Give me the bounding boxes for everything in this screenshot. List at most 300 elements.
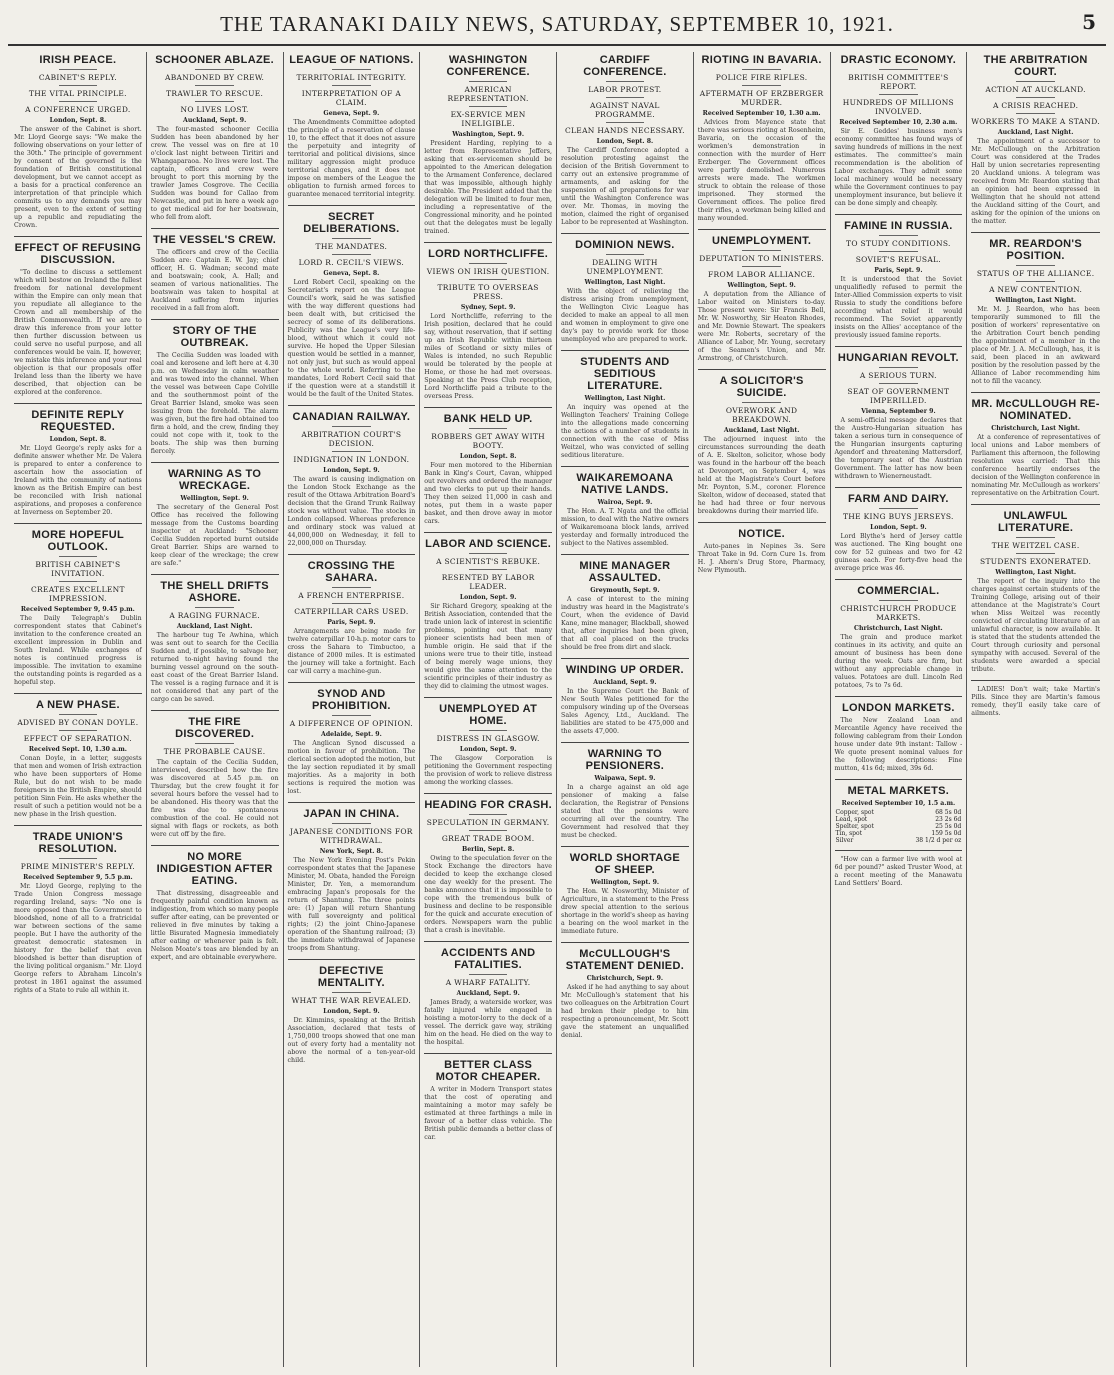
article-headline: RIOTING IN BAVARIA. <box>701 54 822 66</box>
article-divider <box>14 825 142 826</box>
article-divider <box>561 554 689 555</box>
article-dateline: Wellington, Last Night. <box>995 297 1076 304</box>
subhead-rule <box>469 974 507 975</box>
subhead-rule <box>879 235 917 236</box>
article-body: Dr. Kimmins, speaking at the British Association, declared that tests of 1,750,000 troops showed that one man out of every forty had a mentality not above the normal of a ten-year-old child. <box>287 1017 416 1064</box>
subhead-rule <box>332 587 370 588</box>
article-dateline: Auckland, Sept. 9. <box>183 117 247 124</box>
article-dateline: London, Sept. 8. <box>49 117 107 124</box>
article-body: The Anglican Synod discussed a motion in favour of prohibition. The clerical section adopted the motion, but the lay section repudiated it by small majorities. As a majority in both sections is required the motion was lost. <box>287 740 416 795</box>
subhead-rule <box>195 69 233 70</box>
article-dateline: Geneva, Sept. 8. <box>323 270 380 277</box>
article-headline: MR. REARDON'S POSITION. <box>989 238 1082 262</box>
article-headline: BANK HELD UP. <box>443 413 533 425</box>
article-divider <box>424 242 552 243</box>
subhead-rule <box>332 85 370 86</box>
subhead-rule <box>469 263 507 264</box>
article <box>835 54 963 208</box>
article-divider <box>151 845 279 846</box>
article-dateline: Received September 10, 1.30 a.m. <box>702 110 821 117</box>
article-body: "To decline to discuss a settlement which will bestow on Ireland the fullest freedom for national development within the Empire can only mean that you repudiate all allegiance to the Crown and all membership of the British Commonwealth. If we are to draw this inference from your letter then further discussion between us could serve no useful purpose, and all conferences would be vain. If, however, we mistake this inference and your real objection is that our proposals offer Ireland less than the liberty we have described, that objection can be explored at the conference. <box>14 269 142 396</box>
article-subheading: GREAT TRADE BOOM. <box>441 834 535 843</box>
article-divider <box>151 228 279 229</box>
article-dateline: Wairoa, Sept. 9. <box>597 499 653 506</box>
article-subheading: POLICE FIRE RIFLES. <box>715 73 808 82</box>
article <box>14 825 142 995</box>
article-subheading: A SCIENTIST'S REBUKE. <box>436 557 541 566</box>
article-subheading: CATERPILLAR CARS USED. <box>294 607 409 616</box>
article-body: A writer in Modern Transport states that the cost of operating and maintaining a motor may safely be estimated at three farthings a mile in favour of a better class vehicle. The British public demands a better class of car. <box>424 1086 552 1141</box>
article <box>288 54 416 199</box>
subhead-rule <box>332 715 370 716</box>
article-subheading: WHAT THE WAR REVEALED. <box>291 996 412 1005</box>
article <box>561 466 689 548</box>
table-row <box>835 830 963 837</box>
article-headline: SECRET DELIBERATIONS. <box>303 211 400 235</box>
article-headline: CANADIAN RAILWAY. <box>292 411 411 423</box>
column-3 <box>284 52 421 1367</box>
article-subheading: AMERICAN REPRESENTATION. <box>447 85 529 103</box>
article <box>561 846 689 936</box>
article-headline: SYNOD AND PROHIBITION. <box>311 688 391 712</box>
article-divider <box>971 680 1100 681</box>
article <box>14 523 142 687</box>
article <box>288 405 416 548</box>
article-subheading: WORKERS TO MAKE A STAND. <box>971 117 1100 126</box>
article-divider <box>561 350 689 351</box>
article-headline: NOTICE. <box>738 528 785 540</box>
article <box>561 942 689 1040</box>
article <box>151 462 279 568</box>
article-divider <box>424 697 552 698</box>
article-body: An inquiry was opened at the Wellington Teachers' Training College into the allegations made concerning the actions of a number of students in connection with the case of Miss Weitzel, who was convicted of selling seditious literature. <box>561 404 689 459</box>
article <box>151 319 279 456</box>
article-body: Asked if he had anything to say about Mr. McCullough's statement that his two colleagues on the Arbitration Court had broken their pledge to him respecting a pronouncement, Mr. Scott gave the statement an unqualified denial. <box>561 984 689 1039</box>
article-headline: WARNING TO PENSIONERS. <box>585 748 665 772</box>
article-divider <box>288 205 416 206</box>
newspaper-title: THE TARANAKI DAILY NEWS, SATURDAY, SEPTEMBER 10, 1921. <box>220 12 894 36</box>
article-subheading: INDIGNATION IN LONDON. <box>293 455 410 464</box>
article-divider <box>698 369 826 370</box>
article-subheading: THE MANDATES. <box>315 242 388 251</box>
metal-name: Lead, spot <box>835 816 868 823</box>
article-divider <box>971 504 1100 505</box>
article-headline: THE VESSEL'S CREW. <box>153 234 277 246</box>
article-headline: STUDENTS AND SEDITIOUS LITERATURE. <box>580 356 670 392</box>
article-body: LADIES! Don't wait; take Martin's Pills. Since they are Martin's famous remedy, they'll easily take care of ailments. <box>971 686 1100 717</box>
article-dateline: Wellington, Sept. 9. <box>180 495 249 502</box>
article-divider <box>288 554 416 555</box>
article-dateline: London, Sept. 9. <box>459 746 517 753</box>
column-5 <box>557 52 694 1367</box>
article <box>835 779 963 844</box>
article <box>561 554 689 652</box>
subhead-rule <box>879 383 917 384</box>
article-subheading: TRIBUTE TO OVERSEAS PRESS. <box>437 283 539 301</box>
article-divider <box>288 405 416 406</box>
article-divider <box>151 574 279 575</box>
subhead-rule <box>195 607 233 608</box>
article <box>971 392 1100 498</box>
article <box>14 693 142 819</box>
columns-container <box>10 52 1104 1367</box>
article-divider <box>971 232 1100 233</box>
article-headline: WARNING AS TO WRECKAGE. <box>168 468 262 492</box>
article-dateline: Auckland, Last Night. <box>176 623 253 630</box>
article-subheading: CLEAN HANDS NECESSARY. <box>564 126 685 135</box>
metal-price: 159 5s 0d <box>931 830 962 837</box>
article-body: The Cecilia Sudden was loaded with coal and kerosene and left here at 4.30 p.m. on Wednesday in calm weather and was towed into the channel. When the vessel was between Cape Colville and the southernmost point of the Great Barrier Island, smoke was seen issuing from the forehold. The alarm was given, but the fire had obtained too firm a hold, and the crew, finding they could not cope with it, took to the boats. The ship was then burning fiercely. <box>150 352 279 455</box>
article-dateline: London, Sept. 8. <box>459 453 517 460</box>
article-body: "How can a farmer live with wool at 6d per pound?" asked Truster Wood, at a recent meeting of the Manawatu Land Settlers' Board. <box>834 856 963 887</box>
article-divider <box>424 941 552 942</box>
subhead-rule <box>332 992 370 993</box>
article <box>424 697 552 787</box>
article-subheading: SPECULATION IN GERMANY. <box>426 818 550 827</box>
article-headline: UNEMPLOYMENT. <box>712 235 812 247</box>
subhead-rule <box>469 814 507 815</box>
article-headline: WASHINGTON CONFERENCE. <box>446 54 530 78</box>
subhead-rule <box>879 600 917 601</box>
article-subheading: SOVIET'S REFUSAL. <box>855 255 941 264</box>
article-dateline: London, Sept. 9. <box>323 467 380 474</box>
subhead-rule <box>1016 553 1055 554</box>
metal-name: Silver <box>835 837 854 844</box>
column-8 <box>967 52 1104 1367</box>
subhead-rule <box>332 238 370 239</box>
article-divider <box>561 846 689 847</box>
article <box>288 682 416 796</box>
subhead-rule <box>332 603 370 604</box>
article-body: The Hon. W. Nosworthy, Minister of Agriculture, in a statement to the Press drew special attention to the serious shortage in the world's sheep as having a bearing on the wool market in the immediate future. <box>561 888 689 935</box>
article-dateline: Wellington, Last Night. <box>584 279 666 286</box>
article <box>424 941 552 1047</box>
article <box>288 802 416 953</box>
article <box>151 54 279 222</box>
article <box>698 54 826 223</box>
article-dateline: Berlin, Sept. 8. <box>461 846 515 853</box>
article-divider <box>288 802 416 803</box>
subhead-rule <box>742 69 780 70</box>
article-divider <box>561 742 689 743</box>
article-dateline: Sydney, Sept. 9. <box>460 304 516 311</box>
article-divider <box>835 696 963 697</box>
article <box>561 658 689 736</box>
article-headline: MORE HOPEFUL OUTLOOK. <box>31 529 124 553</box>
article-divider <box>288 959 416 960</box>
article-dateline: Auckland, Last Night. <box>723 427 800 434</box>
article-divider <box>424 407 552 408</box>
article-subheading: AFTERMATH OF ERZBERGER MURDER. <box>699 89 824 107</box>
article <box>424 793 552 935</box>
article-body: Lord Blythe's herd of Jersey cattle was auctioned. The King bought one cow for 52 guineas and two for 42 guineas each. For forty-five head the average price was 46. <box>834 533 963 572</box>
column-7 <box>831 52 968 1367</box>
article <box>151 228 279 313</box>
article-divider <box>151 319 279 320</box>
article-body: The harbour tug Te Awhina, which was sent out to search for the Cecilia Sudden and, if possible, to salvage her, returned to-night having found the burning vessel aground on the south-east coast of the Great Barrier Island. The vessel is a raging furnace and it is not considered that any part of the cargo can be saved. <box>150 632 279 703</box>
article <box>424 1053 552 1142</box>
article-subheading: A RAGING FURNACE. <box>169 611 260 620</box>
article-headline: FARM AND DAIRY. <box>847 493 949 505</box>
article-divider <box>14 523 142 524</box>
article-subheading: VIEWS ON IRISH QUESTION. <box>426 267 550 276</box>
article-subheading: EX-SERVICE MEN INELIGIBLE. <box>450 110 526 128</box>
article-headline: UNLAWFUL LITERATURE. <box>998 510 1074 534</box>
article-headline: CROSSING THE SAHARA. <box>307 560 396 584</box>
article-divider <box>561 466 689 467</box>
article-dateline: London, Sept. 9. <box>870 524 927 531</box>
article-divider <box>698 522 826 523</box>
article-subheading: LABOR PROTEST. <box>588 85 662 94</box>
article-headline: HUNGARIAN REVOLT. <box>837 352 959 364</box>
article-subheading: PRIME MINISTER'S REPLY. <box>20 862 135 871</box>
article-subheading: A CRISIS REACHED. <box>992 101 1079 110</box>
article-headline: THE ARBITRATION COURT. <box>983 54 1088 78</box>
article <box>698 522 826 575</box>
article-subheading: A FRENCH ENTERPRISE. <box>298 591 405 600</box>
article-headline: A NEW PHASE. <box>35 699 120 711</box>
article-body: At a conference of representatives of local unions and Labor members of Parliament this afternoon, the following resolution was carried: That this conference heartily endorses the decision of the Wellington conference in nominating Mr. McCullough as workers' representative on the Arbitration Court. <box>971 434 1100 497</box>
article-subheading: CABINET'S REPLY. <box>38 73 117 82</box>
article-body: Sir Richard Gregory, speaking at the British Association, contended that the trade union lack of interest in scientific problems, pointing out that many pioneer scientists had been men of humble origin. He said that if the unions were true to their title, instead of being merely wage unions, they would give the same attention to the scientific principles of their industry as they did to claiming the utmost wages. <box>424 603 552 690</box>
article-subheading: STUDENTS EXONERATED. <box>980 557 1092 566</box>
article-body: Arrangements are being made for twelve caterpillar 10-h.p. motor cars to cross the Sahara to Timbuctoo, a distance of 2000 miles. It is estimated the journey will take a fortnight. Each car will carry a machine-gun. <box>287 628 416 675</box>
article-headline: FAMINE IN RUSSIA. <box>844 220 953 232</box>
article-body: The officers and crew of the Cecilia Sudden are: Captain E. W. Jay; chief officer, H. G. Wadman; second mate and boatswain; cook, A. Hall; and seamen of various nationalities. The boatswain was taken to hospital at Auckland suffering from injuries received in a fall from aloft. <box>150 249 279 312</box>
subhead-rule <box>59 69 97 70</box>
article <box>561 350 689 460</box>
article-headline: MR. McCULLOUGH RE-NOMINATED. <box>971 398 1100 422</box>
article-subheading: A DIFFERENCE OF OPINION. <box>289 719 413 728</box>
article-divider <box>288 682 416 683</box>
subhead-rule <box>879 508 917 509</box>
article-headline: LORD NORTHCLIFFE. <box>428 248 549 260</box>
article-divider <box>14 693 142 694</box>
article-body: The Cardiff Conference adopted a resolution protesting against the decision of the British Government to carry out an extensive programme of armaments, and asking for the suspension of all preparations for war until the Washington Conference was over. Mr. Thomas, in moving the motion, claimed the right of organised Labor to be represented at Washington. <box>561 147 689 226</box>
article <box>151 574 279 704</box>
subhead-rule <box>332 823 370 824</box>
article <box>971 504 1100 674</box>
article-headline: DEFECTIVE MENTALITY. <box>317 965 385 989</box>
subhead-rule <box>742 266 780 267</box>
article-divider <box>424 793 552 794</box>
article-subheading: FROM LABOR ALLIANCE. <box>708 270 816 279</box>
article-subheading: OVERWORK AND BREAKDOWN. <box>725 406 798 424</box>
subhead-rule <box>606 97 644 98</box>
article-body: A deputation from the Alliance of Labor waited on Ministers to-day. Those present were: Sir Francis Bell, Mr. W. Nosworthy, Sir Heaton Rhodes, and Mr. Downie Stewart. The speakers were Mr. Roberts, secretary of the Alliance of Labor, Mr. Young, secretary of the Seamen's Union, and Mr. Armstrong, of Christchurch. <box>697 291 826 362</box>
article-subheading: A SERIOUS TURN. <box>859 371 937 380</box>
article-subheading: ARBITRATION COURT'S DECISION. <box>301 430 402 448</box>
article <box>424 407 552 526</box>
article-dateline: Christchurch, Last Night. <box>854 625 943 632</box>
subhead-rule <box>879 94 917 95</box>
article-body: The appointment of a successor to Mr. McCullough on the Arbitration Court was considered at the Trades Hall by union secretaries representing 20 Auckland unions. A telegram was received from Mr. Reardon stating that an opinion had been expressed in Wellington that he should not attend the Auckland sitting of the Court, and asking for the opinion of the unions on the matter. <box>971 138 1100 225</box>
table-row <box>835 823 963 830</box>
article-body: The New York Evening Post's Pekin correspondent states that the Japanese Minister, M. Obata, handed the Foreign Minister, Dr. Yen, a memorandum embracing Japan's proposals for the return of Shantung. The three points are: (1) Japan will return Shantung with full sovereignty and political rights; (2) the joint Chino-Japanese operation of the Shantung railroad; (3) the immediate withdrawal of Japanese troops from Shantung. <box>287 857 416 952</box>
article-body: The Amendments Committee adopted the principle of a reservation of clause 10, to the effect that it does not assure the perpetuity and integrity of territorial and political divisions, since military aggression might produce territorial changes, and it does not impose on members of the League the obligation to furnish armed forces to guarantee menaced territorial integrity. <box>287 119 416 198</box>
subhead-rule <box>59 556 97 557</box>
article <box>971 54 1100 226</box>
metal-name: Tin, spot <box>835 830 863 837</box>
subhead-rule <box>1016 281 1055 282</box>
article-headline: LABOR AND SCIENCE. <box>425 538 552 550</box>
article-divider <box>835 579 963 580</box>
subhead-rule <box>1016 113 1055 114</box>
article-subheading: AGAINST NAVAL PROGRAMME. <box>590 101 660 119</box>
article <box>424 242 552 401</box>
article-headline: MINE MANAGER ASSAULTED. <box>579 560 671 584</box>
article <box>698 229 826 363</box>
article-subheading: JAPANESE CONDITIONS FOR WITHDRAWAL. <box>289 827 413 845</box>
article-subheading: LORD R. CECIL'S VIEWS. <box>298 258 405 267</box>
article-headline: JAPAN IN CHINA. <box>303 808 400 820</box>
article-body: The grain and produce market continues in its activity, and quite an amount of business has been done during the week. Oats are firm, but without any appreciable change in values. Potatoes are dull. Lincoln Red potatoes, 7s to 7s 6d. <box>834 634 963 689</box>
column-4 <box>420 52 557 1367</box>
article-body: The Glasgow Corporation is petitioning the Government respecting the provision of work to relieve distress among the working classes. <box>424 755 552 786</box>
article-dateline: Paris, Sept. 9. <box>327 619 376 626</box>
article-divider <box>424 532 552 533</box>
article-dateline: Wellington, Sept. 9. <box>590 879 660 886</box>
article-divider <box>151 462 279 463</box>
subhead-rule <box>59 858 97 859</box>
article-subheading: STATUS OF THE ALLIANCE. <box>976 269 1095 278</box>
article-headline: TRADE UNION'S RESOLUTION. <box>32 831 123 855</box>
article-body: The answer of the Cabinet is short. Mr. Lloyd George says: "We make the following observations on your letter of the 30th." The principle of government by consent of the governed is the foundation of British constitutional development, but we cannot accept as a basis for a practical conference an interpretation of that principle which commits us to any demands you may present, even to the extent of setting up a republic and repudiating the Crown. <box>14 126 142 229</box>
article-dateline: London, Sept. 9. <box>323 1008 380 1015</box>
masthead <box>0 4 1114 48</box>
subhead-rule <box>879 69 917 70</box>
article-body: It is understood that the Soviet unqualifiedly refused to permit the Inter-Allied Commission experts to visit Russia to study the conditions before according what relief it would recommend. The Soviet apparently insists on the Allies' acceptance of the previously issued famine reports. <box>834 276 963 339</box>
article <box>561 54 689 227</box>
article-headline: LONDON MARKETS. <box>842 702 955 714</box>
subhead-rule <box>879 251 917 252</box>
subhead-rule <box>469 830 507 831</box>
article-subheading: ADVISED BY CONAN DOYLE. <box>17 718 139 727</box>
article-subheading: THE VITAL PRINCIPLE. <box>28 89 127 98</box>
article-divider <box>424 1053 552 1054</box>
article-subheading: ROBBERS GET AWAY WITH BOOTY. <box>431 432 545 450</box>
page-number: 5 <box>1082 10 1096 34</box>
article <box>288 554 416 676</box>
article-body: The four-masted schooner Cecilia Sudden has been abandoned by her crew. The vessel was on fire at 10 o'clock last night between Tiritiri and Whangaparaoa. No lives were lost. The captain, officers and crew were brought to port this morning by the trawler James Cosgrove. The Cecilia Sudden was bound for Callao from Newcastle, and put in here a week ago to get medical aid for her boatswain, who fell from aloft. <box>150 126 279 221</box>
article-headline: SCHOONER ABLAZE. <box>155 54 274 66</box>
metal-price: 68 5s 0d <box>935 809 962 816</box>
article-dateline: Christchurch, Last Night. <box>991 425 1080 432</box>
subhead-rule <box>195 85 233 86</box>
subhead-rule <box>469 553 507 554</box>
article-body: A case of interest to the mining industry was heard in the Magistrate's Court, when the evidence of David Kane, mine manager, Blackball, showed that, after inquiries had been given, that all coal placed on the trucks should be free from dirt and slack. <box>561 596 689 651</box>
article-dateline: Received September 9, 5.5 p.m. <box>23 874 133 881</box>
article-body: A semi-official message declares that the Austro-Hungarian situation has taken a serious turn in consequence of the Hungarian insurgents capturing Agendorf and threatening Mattersdorf, the temporary seat of the Austrian Government. The latter has now been withdrawn to Wienerneustadt. <box>834 417 963 480</box>
article-body: Conan Doyle, in a letter, suggests that men and women of Irish extraction who have been supporters of Home Rule, but do not wish to be made foreigners in the British Empire, should petition Sinn Fein. He asks whether the result of such a petition would not be a new phase in the Irish question. <box>14 755 142 818</box>
article-subheading: A CONFERENCE URGED. <box>25 105 131 114</box>
subhead-rule <box>469 730 507 731</box>
article <box>835 214 963 340</box>
article-subheading: INTERPRETATION OF A CLAIM. <box>301 89 402 107</box>
article-headline: WORLD SHORTAGE OF SHEEP. <box>569 852 681 876</box>
article-dateline: Waipawa, Sept. 9. <box>594 775 656 782</box>
article-headline: NO MORE INDIGESTION AFTER EATING. <box>156 851 273 887</box>
article <box>288 205 416 399</box>
article-body: Four men motored to the Hibernian Bank in King's Court, Cavan, whipped out revolvers and ordered the manager and two clerks to put up their hands. They then seized 11,000 in cash and notes, put them in a waste paper basket, and then drove away in motor cars. <box>424 462 552 525</box>
article-subheading: SEAT OF GOVERNMENT IMPERILLED. <box>847 387 950 405</box>
article-headline: CARDIFF CONFERENCE. <box>583 54 667 78</box>
article-dateline: London, Sept. 9. <box>459 594 517 601</box>
article-subheading: EFFECT OF SEPARATION. <box>23 734 132 743</box>
metal-price: 25 5s 0d <box>935 823 962 830</box>
article-divider <box>561 233 689 234</box>
article-subheading: HUNDREDS OF MILLIONS INVOLVED. <box>842 98 954 116</box>
article-dateline: New York, Sept. 8. <box>319 848 384 855</box>
article-subheading: DEPUTATION TO MINISTERS. <box>699 254 825 263</box>
subhead-rule <box>195 101 233 102</box>
subhead-rule <box>879 367 917 368</box>
article <box>835 579 963 690</box>
article <box>151 845 279 962</box>
article-body: Mr. Lloyd George, replying to the Trade Union Congress message regarding Ireland, says: "No one is more opposed than the Government to bloodshed, none of all to a fratricidal war between sections of the same people. But I have the authority of the greatest democratic statesmen in history for the belief that even bloodshed is better than disruption of the living political organism." Mr. Lloyd George refers to Abraham Lincoln's protest in 1861 against the assumed rights of a State to rule all within it. <box>14 883 142 994</box>
article <box>971 232 1100 386</box>
column-6 <box>694 52 831 1367</box>
article <box>561 742 689 840</box>
article-dateline: Received September 9, 9.45 p.m. <box>20 606 135 613</box>
subhead-rule <box>332 451 370 452</box>
article-body: Owing to the speculation fever on the Stock Exchange the directors have decided to keep the exchange closed one day weekly for the present. The banks announce that it is impossible to cope with the tremendous bulk of business and decline to be responsible for the quick and accurate execution of orders. Newspapers warn the public that a crash is inevitable. <box>424 855 552 934</box>
subhead-rule <box>195 743 233 744</box>
article <box>835 696 963 773</box>
article-dateline: Wellington, Last Night. <box>584 395 666 402</box>
article <box>698 369 826 516</box>
subhead-rule <box>606 122 644 123</box>
article-headline: LEAGUE OF NATIONS. <box>289 54 414 66</box>
article-body: That distressing, disagreeable and frequently painful condition known as indigestion, from which so many people suffer after eating, can be prevented or relieved in five minutes by taking a little Bisurated Magnesia immediately after eating or whenever pain is felt. Nelson Moate's teas are blended by an expert, and are obtainable everywhere. <box>150 890 279 961</box>
metal-name: Copper, spot <box>835 809 874 816</box>
article-dateline: London, Sept. 8. <box>49 436 107 443</box>
article-body: The captain of the Cecilia Sudden, interviewed, described how the fire was discovered at 5.45 p.m. on Thursday, but the crew fought it for several hours before the vessel had to be abandoned. His theory was that the fire was due to spontaneous combustion of the coal. He could not signal with flags or rockets, as both were cut off by the fire. <box>150 759 279 838</box>
article <box>288 959 416 1065</box>
article-body: The Daily Telegraph's Dublin correspondent states that Cabinet's invitation to the conference created an excellent impression in Dublin and South Ireland. While exchanges of notes is continued progress is impossible. The invitation to examine the outstanding points is regarded as a hopeful step. <box>14 615 142 686</box>
article-body: Lord Robert Cecil, speaking on the Secretariat's report on the League Council's work, said he was satisfied with the way different questions had been dealt with, but criticised the secrecy of some of its deliberations. Publicity was the League's very life-blood, without which it could not survive. He hoped the Upper Silesian question would be settled in a manner, not only just, but such as would appeal to the whole world. Referring to the mandates, Lord Robert Cecil said that if the question were at a standstill it would be the fault of the United States. <box>287 279 416 398</box>
article <box>14 236 142 397</box>
subhead-rule <box>332 69 370 70</box>
subhead-rule <box>59 714 97 715</box>
subhead-rule <box>59 730 97 731</box>
article <box>561 233 689 344</box>
subhead-rule <box>469 569 507 570</box>
article-dateline: London, Sept. 8. <box>596 138 654 145</box>
article-subheading: DEALING WITH UNEMPLOYMENT. <box>586 258 664 276</box>
article-dateline: Vienna, September 9. <box>861 408 936 415</box>
subhead-rule <box>742 250 780 251</box>
article-body: Lord Northcliffe, referring to the Irish position, declared that he could say, without reservation, that if setting up an Irish Republic within thirteen miles of Scotland or sixty miles of Wales is intended, no such Republic would be tolerated by the people at Home, or those he had met overseas. Speaking at the Press Club reception, Lord Northcliffe paid a tribute to the overseas Press. <box>424 313 552 400</box>
subhead-rule <box>332 426 370 427</box>
article <box>424 54 552 236</box>
article-divider <box>835 346 963 347</box>
masthead-rule <box>8 44 1106 46</box>
subhead-rule <box>469 428 507 429</box>
article <box>971 680 1100 718</box>
article-subheading: A NEW CONTENTION. <box>989 285 1083 294</box>
article-subheading: ACTION AT AUCKLAND. <box>985 85 1086 94</box>
article-divider <box>561 942 689 943</box>
article-dateline: Received September 10, 1.5 a.m. <box>841 800 956 807</box>
article-headline: DOMINION NEWS. <box>575 239 675 251</box>
article-subheading: NO LIVES LOST. <box>180 105 249 114</box>
article-body: Mr. Lloyd George's reply asks for a definite answer whether Mr. De Valera is prepared to enter a conference to ascertain how the association of Ireland with the community of nations known as the British Empire can best be reconciled with Irish national aspirations, and proposes a conference at Inverness on September 20. <box>14 445 142 516</box>
article-dateline: Greymouth, Sept. 9. <box>590 587 660 594</box>
article-headline: UNEMPLOYED AT HOME. <box>439 703 538 727</box>
article-headline: HEADING FOR CRASH. <box>424 799 552 811</box>
article-body: The Hon. A. T. Ngata and the official mission, to deal with the Native owners of Waikaremoana block lands, arrived yesterday and formally introduced the subject to the Natives assembled. <box>561 508 689 547</box>
